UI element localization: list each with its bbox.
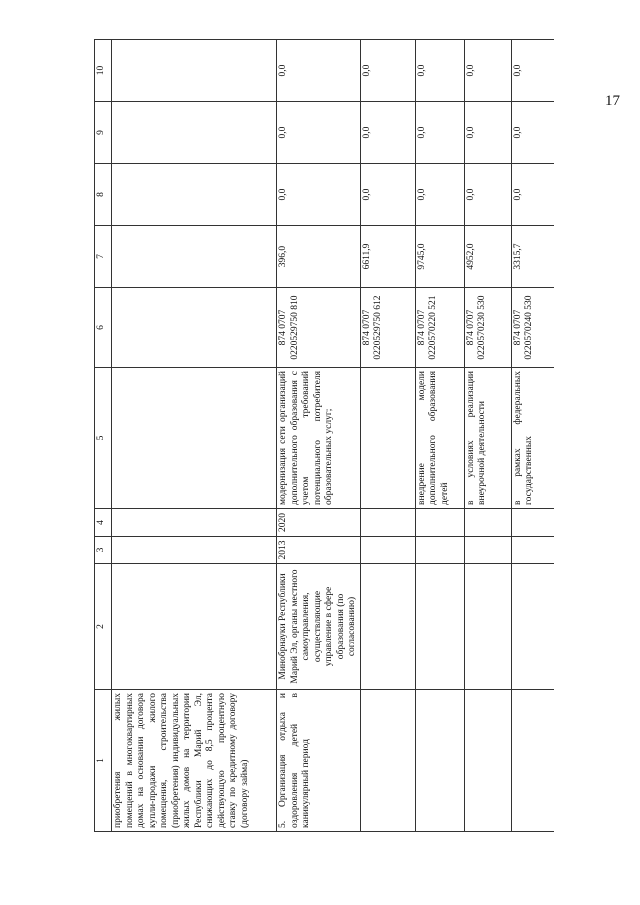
- value-cell: [112, 226, 277, 288]
- measure-cell: [360, 690, 415, 832]
- col-header-9: 9: [95, 102, 112, 164]
- value-cell: 0,0: [360, 102, 415, 164]
- value-cell: 0,0: [277, 40, 361, 102]
- start-year-cell: [415, 537, 464, 564]
- value-cell: 0,0: [464, 40, 511, 102]
- executor-cell: [511, 564, 554, 690]
- col-header-8: 8: [95, 164, 112, 226]
- executor-cell: Минобрнауки Республики Марий Эл, органы местного самоуправления, осуществляющие управление в сфере образования (по согласованию): [277, 564, 361, 690]
- value-cell: 0,0: [464, 164, 511, 226]
- col-header-4: 4: [95, 509, 112, 537]
- page-number: 17: [605, 93, 620, 109]
- col-header-5: 5: [95, 368, 112, 509]
- table-row: [277, 40, 361, 832]
- result-cell: [360, 368, 415, 509]
- col-header-7: 7: [95, 226, 112, 288]
- budget-code-cell: [112, 288, 277, 368]
- result-cell: [112, 368, 277, 509]
- value-cell: 0,0: [360, 164, 415, 226]
- value-cell: 0,0: [277, 102, 361, 164]
- result-cell: модернизация сети организаций дополнительного образования с учетом требований потенциального потребителя образовательных услуг;: [277, 368, 361, 509]
- value-cell: 396,0: [277, 226, 361, 288]
- value-cell: 0,0: [360, 40, 415, 102]
- executor-cell: [415, 564, 464, 690]
- rotated-table-sheet: [94, 40, 544, 832]
- result-cell: внедрение модели дополнительного образования детей: [415, 368, 464, 509]
- value-cell: 3315,7: [511, 226, 554, 288]
- measure-cell: 5. Организация отдыха и оздоровления детей в каникулярный период: [277, 690, 361, 832]
- col-header-3: 3: [95, 537, 112, 564]
- col-header-6: 6: [95, 288, 112, 368]
- budget-code-cell: 874 0707 0220570230 530: [464, 288, 511, 368]
- value-cell: [112, 164, 277, 226]
- col-header-10: 10: [95, 40, 112, 102]
- end-year-cell: [415, 509, 464, 537]
- header-row: [95, 40, 112, 832]
- measure-cell: [464, 690, 511, 832]
- end-year-cell: [360, 509, 415, 537]
- start-year-cell: 2013: [277, 537, 361, 564]
- budget-code-cell: 874 0707 0220570220 521: [415, 288, 464, 368]
- col-header-2: 2: [95, 564, 112, 690]
- end-year-cell: [464, 509, 511, 537]
- value-cell: 0,0: [511, 40, 554, 102]
- measure-cell: [511, 690, 554, 832]
- executor-cell: [112, 564, 277, 690]
- measure-cell: приобретения жилых помещений в многоквартирных домах на основании договора купли-продажи жилого помещения, строительства (приобретения) индивидуальных жилых домов на территории Республики Марий Эл, снижающих до 8,5 процента действующую процентную ставку по кредитному договору (договору займа): [112, 690, 277, 832]
- start-year-cell: [112, 537, 277, 564]
- result-cell: в условиях реализации внеурочной деятельности: [464, 368, 511, 509]
- table-row: [112, 40, 277, 832]
- value-cell: 0,0: [415, 164, 464, 226]
- executor-cell: [360, 564, 415, 690]
- value-cell: [112, 40, 277, 102]
- budget-code-cell: 874 0707 0220529750 810: [277, 288, 361, 368]
- value-cell: 4952,0: [464, 226, 511, 288]
- value-cell: 0,0: [415, 102, 464, 164]
- value-cell: 0,0: [464, 102, 511, 164]
- start-year-cell: [360, 537, 415, 564]
- value-cell: [112, 102, 277, 164]
- measure-cell: [415, 690, 464, 832]
- budget-code-cell: 874 0707 0220529750 612: [360, 288, 415, 368]
- table-row: [415, 40, 464, 832]
- table-row: [360, 40, 415, 832]
- value-cell: 0,0: [277, 164, 361, 226]
- value-cell: 6611,9: [360, 226, 415, 288]
- value-cell: 0,0: [511, 102, 554, 164]
- budget-code-cell: 874 0707 0220570240 530: [511, 288, 554, 368]
- executor-cell: [464, 564, 511, 690]
- col-header-1: 1: [95, 690, 112, 832]
- table-row: [464, 40, 511, 832]
- end-year-cell: 2020: [277, 509, 361, 537]
- start-year-cell: [511, 537, 554, 564]
- value-cell: 9745,0: [415, 226, 464, 288]
- program-table: [94, 39, 554, 832]
- start-year-cell: [464, 537, 511, 564]
- value-cell: 0,0: [511, 164, 554, 226]
- value-cell: 0,0: [415, 40, 464, 102]
- end-year-cell: [112, 509, 277, 537]
- result-cell: в рамках федеральных государственных: [511, 368, 554, 509]
- end-year-cell: [511, 509, 554, 537]
- table-row: [511, 40, 554, 832]
